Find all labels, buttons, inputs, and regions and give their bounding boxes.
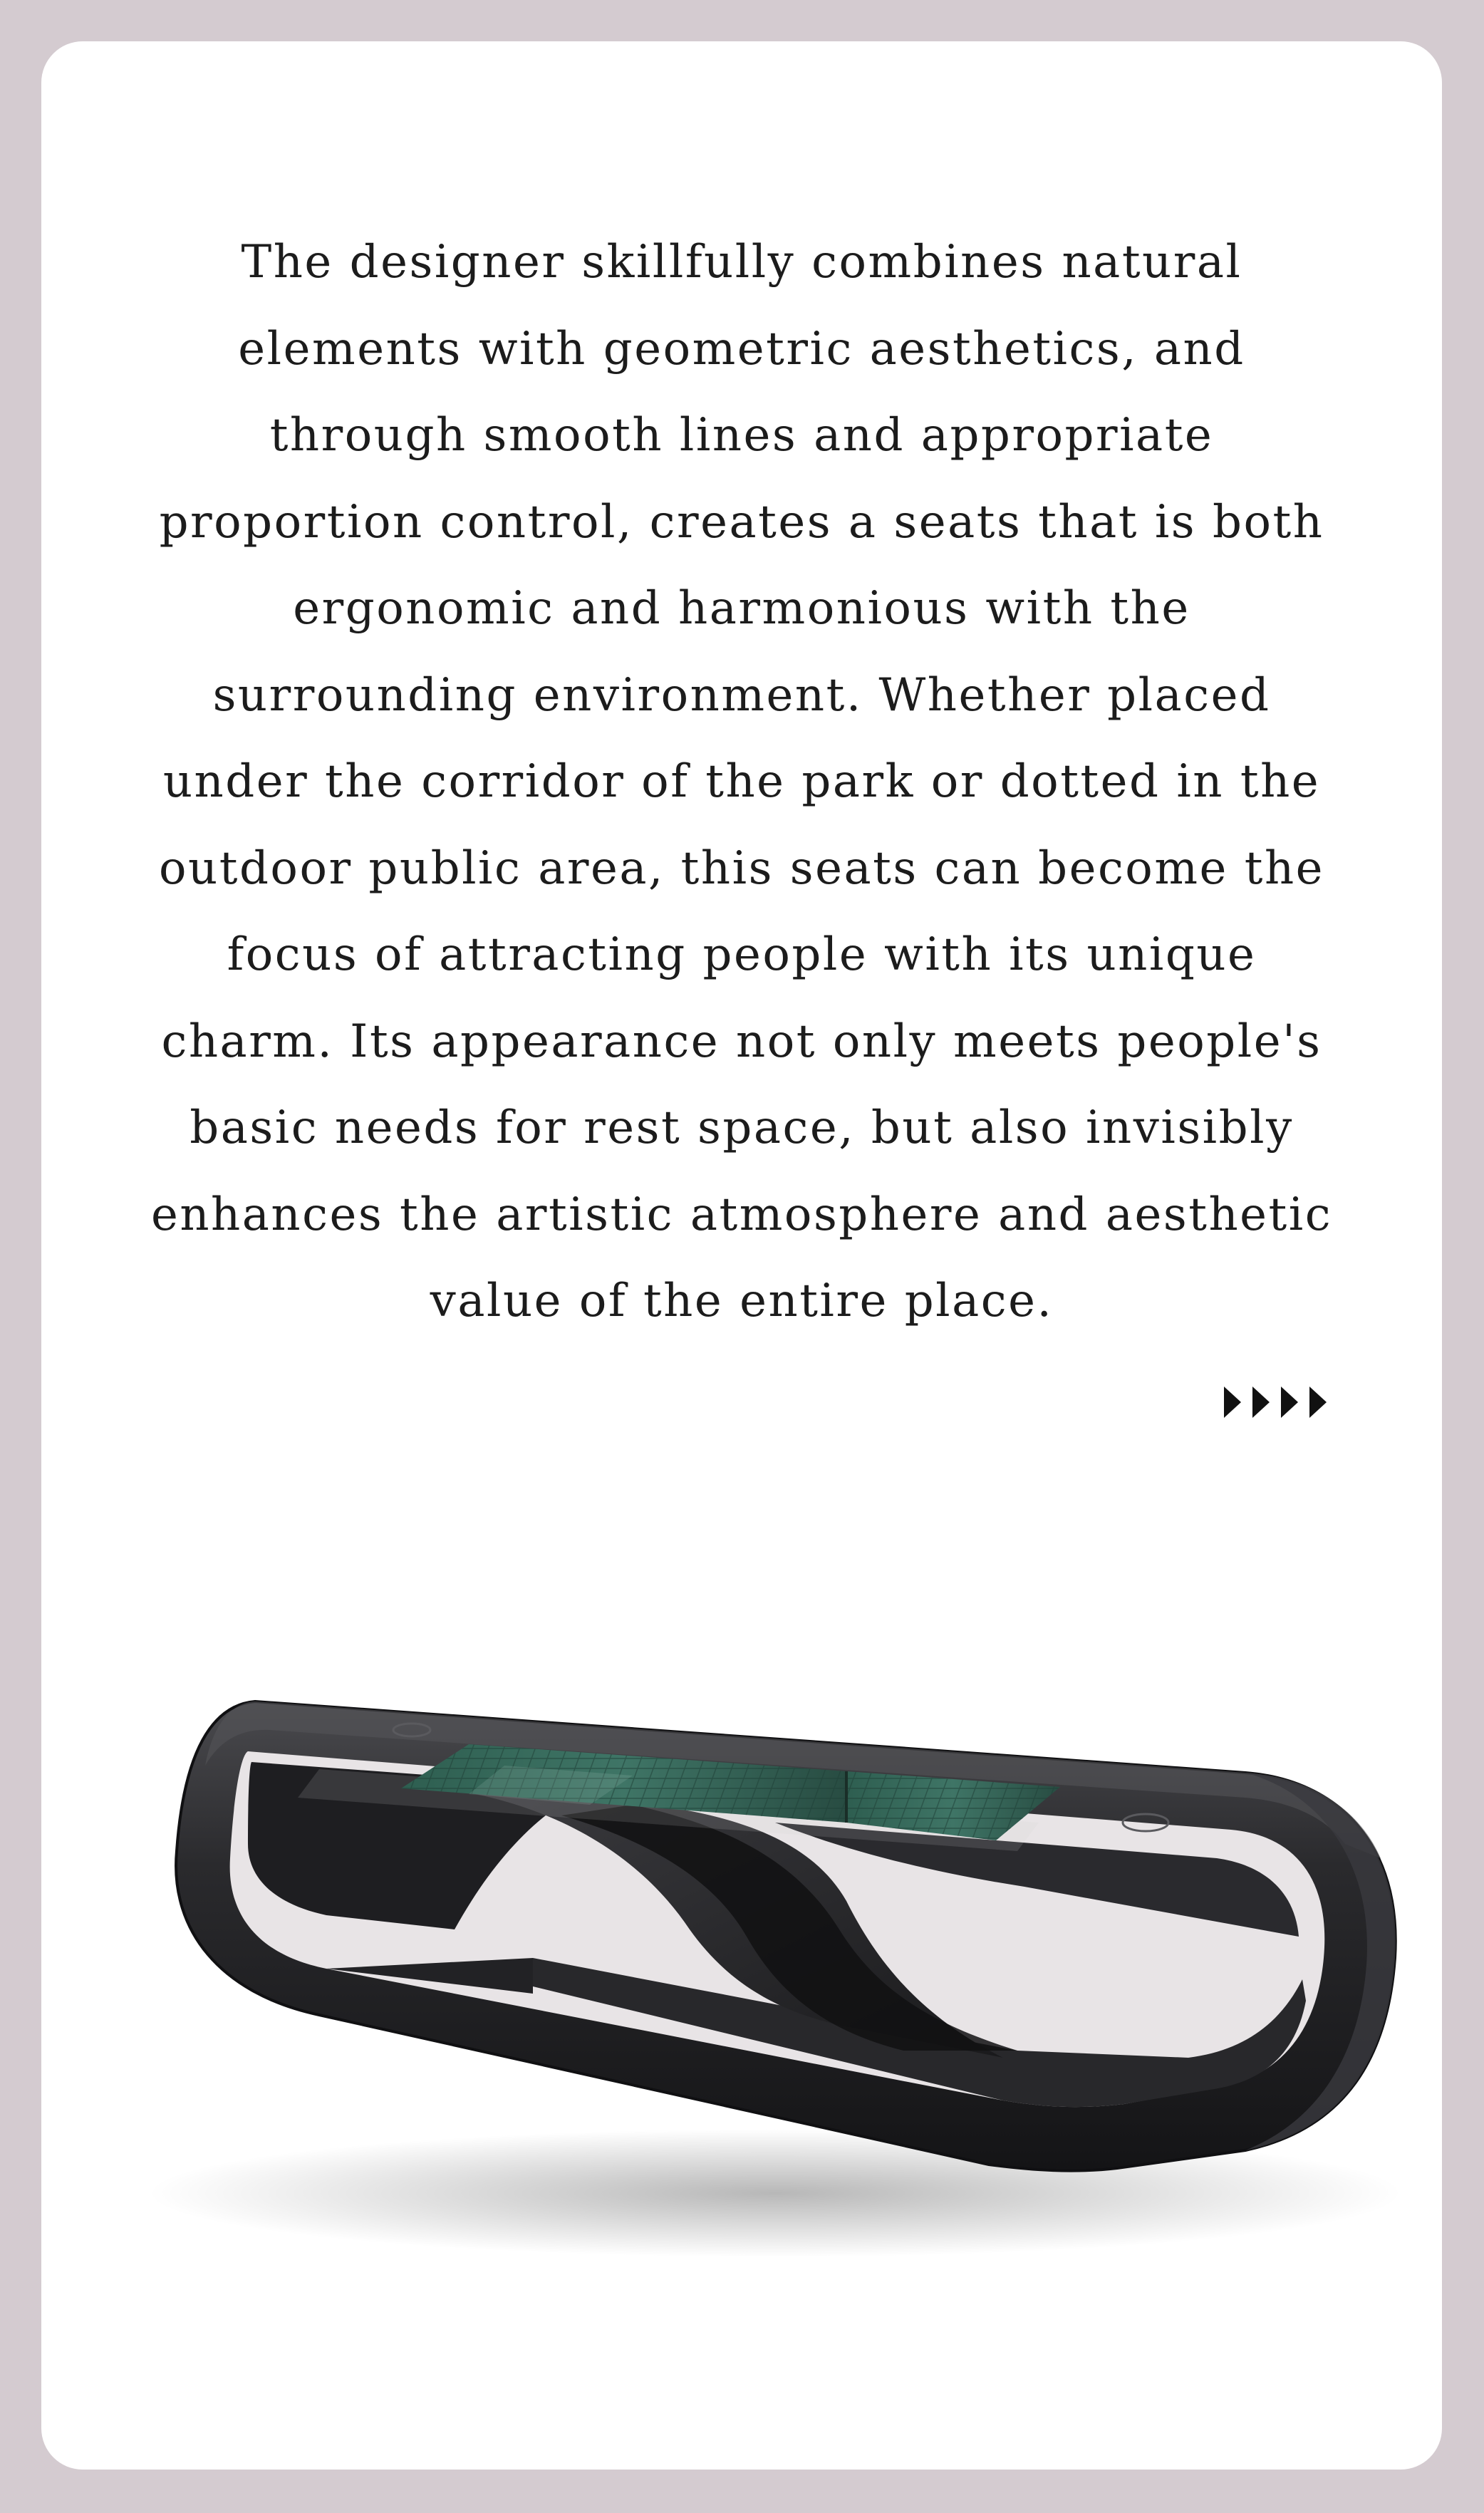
bench-image — [134, 1559, 1431, 2293]
product-description — [41, 219, 1442, 1345]
arrows-icon — [1181, 1374, 1338, 1431]
description-line: through smooth lines and appropriate — [269, 409, 1214, 462]
description-line: The designer skillfully combines natural — [241, 236, 1242, 289]
description-line: outdoor public area, this seats can become the — [158, 841, 1325, 895]
description-line: ergonomic and harmonious with the — [293, 582, 1190, 635]
description-line: focus of attracting people with its unique — [227, 928, 1257, 981]
description-line: surrounding environment. Whether placed — [212, 668, 1271, 722]
description-line: enhances the artistic atmosphere and aesthetic — [150, 1188, 1333, 1241]
description-line: charm. Its appearance not only meets people's — [161, 1015, 1322, 1068]
description-line: proportion control, creates a seats that is both — [159, 495, 1324, 549]
description-line: basic needs for rest space, but also invisibly — [190, 1102, 1294, 1154]
content-card — [41, 41, 1442, 2470]
description-line: under the corridor of the park or dotted in the — [162, 755, 1321, 808]
description-line: value of the entire place. — [430, 1275, 1054, 1327]
description-line: elements with geometric aesthetics, and — [238, 322, 1245, 375]
